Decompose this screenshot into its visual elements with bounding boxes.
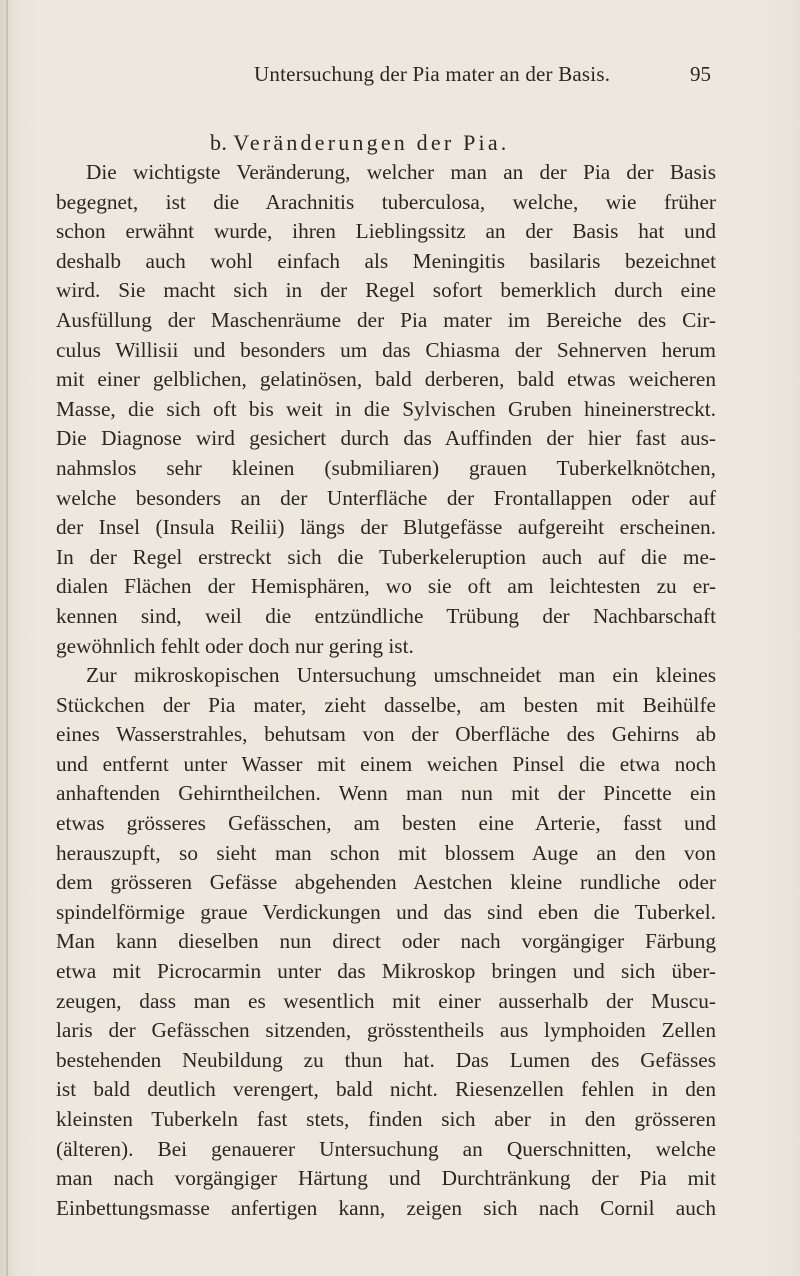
text-line: etwas grösseres Gefässchen, am besten eine Arterie, fasst und <box>56 811 716 836</box>
text-line: eines Wasserstrahles, behutsam von der Oberfläche des Gehirns ab <box>56 722 716 747</box>
text-line: Stückchen der Pia mater, zieht dasselbe, am besten mit Beihülfe <box>56 692 716 717</box>
text-line: wird. Sie macht sich in der Regel sofort bemerklich durch eine <box>56 278 716 303</box>
text-line: Die Diagnose wird gesichert durch das Auffinden der hier fast aus- <box>56 426 716 451</box>
text-line: Zur mikroskopischen Untersuchung umschneidet man ein kleines <box>86 663 716 688</box>
text-line: Einbettungsmasse anfertigen kann, zeigen sich nach Cornil auch <box>56 1195 716 1220</box>
section-heading <box>210 130 509 156</box>
text-line: kennen sind, weil die entzündliche Trübung der Nachbarschaft <box>56 603 716 628</box>
text-line: zeugen, dass man es wesentlich mit einer ausserhalb der Muscu- <box>56 988 716 1013</box>
text-line: deshalb auch wohl einfach als Meningitis basilaris bezeichnet <box>56 248 716 273</box>
text-line: dialen Flächen der Hemisphären, wo sie oft am leichtesten zu er- <box>56 574 716 599</box>
text-line: laris der Gefässchen sitzenden, grösstentheils aus lymphoiden Zellen <box>56 1018 716 1043</box>
text-line: In der Regel erstreckt sich die Tuberkeleruption auch auf die me- <box>56 544 716 569</box>
page-number: 95 <box>690 62 711 86</box>
text-line: Ausfüllung der Maschenräume der Pia mater im Bereiche des Cir- <box>56 307 716 332</box>
text-line: kleinsten Tuberkeln fast stets, finden sich aber in den grösseren <box>56 1107 716 1131</box>
section-title: Veränderungen der Pia. <box>233 130 510 155</box>
text-line: dem grösseren Gefässe abgehenden Aestchen kleine rundliche oder <box>56 870 716 895</box>
text-line: Masse, die sich oft bis weit in die Sylvischen Gruben hineinerstreckt. <box>56 396 716 421</box>
running-head <box>0 62 800 92</box>
page-gutter-edge <box>6 0 8 1276</box>
text-line: Die wichtigste Veränderung, welcher man an der Pia der Basis <box>86 160 716 184</box>
text-line: schon erwähnt wurde, ihren Lieblingssitz an der Basis hat und <box>56 219 716 244</box>
text-line: spindelförmige graue Verdickungen und das sind eben die Tuberkel. <box>56 899 716 924</box>
text-line: anhaftenden Gehirntheilchen. Wenn man nun mit der Pincette ein <box>56 781 716 806</box>
text-line: begegnet, ist die Arachnitis tuberculosa, welche, wie früher <box>56 189 716 214</box>
text-line: culus Willisii und besonders um das Chiasma der Sehnerven herum <box>56 337 716 362</box>
text-line: welche besonders an der Unterfläche der Frontallappen oder auf <box>56 485 716 510</box>
text-line: ist bald deutlich verengert, bald nicht. Riesenzellen fehlen in den <box>56 1077 716 1102</box>
running-title: Untersuchung der Pia mater an der Basis. <box>254 62 611 86</box>
text-line: Man kann dieselben nun direct oder nach vorgängiger Färbung <box>56 929 716 954</box>
text-line: und entfernt unter Wasser mit einem weichen Pinsel die etwa noch <box>56 751 716 776</box>
text-line: (älteren). Bei genauerer Untersuchung an Querschnitten, welche <box>56 1136 716 1161</box>
section-prefix: b. <box>210 130 228 155</box>
text-line: nahmslos sehr kleinen (submiliaren) grauen Tuberkelknötchen, <box>56 455 716 480</box>
text-line: bestehenden Neubildung zu thun hat. Das Lumen des Gefässes <box>56 1047 716 1072</box>
text-line: der Insel (Insula Reilii) längs der Blutgefässe aufgereiht erscheinen. <box>56 515 716 540</box>
text-line: gewöhnlich fehlt oder doch nur gering ist. <box>56 633 414 658</box>
text-line: herauszupft, so sieht man schon mit blossem Auge an den von <box>56 840 716 865</box>
body-text <box>56 158 716 1223</box>
text-line: etwa mit Picrocarmin unter das Mikroskop bringen und sich über- <box>56 959 716 984</box>
text-line: man nach vorgängiger Härtung und Durchtränkung der Pia mit <box>56 1166 716 1191</box>
text-line: mit einer gelblichen, gelatinösen, bald derberen, bald etwas weicheren <box>56 367 716 392</box>
